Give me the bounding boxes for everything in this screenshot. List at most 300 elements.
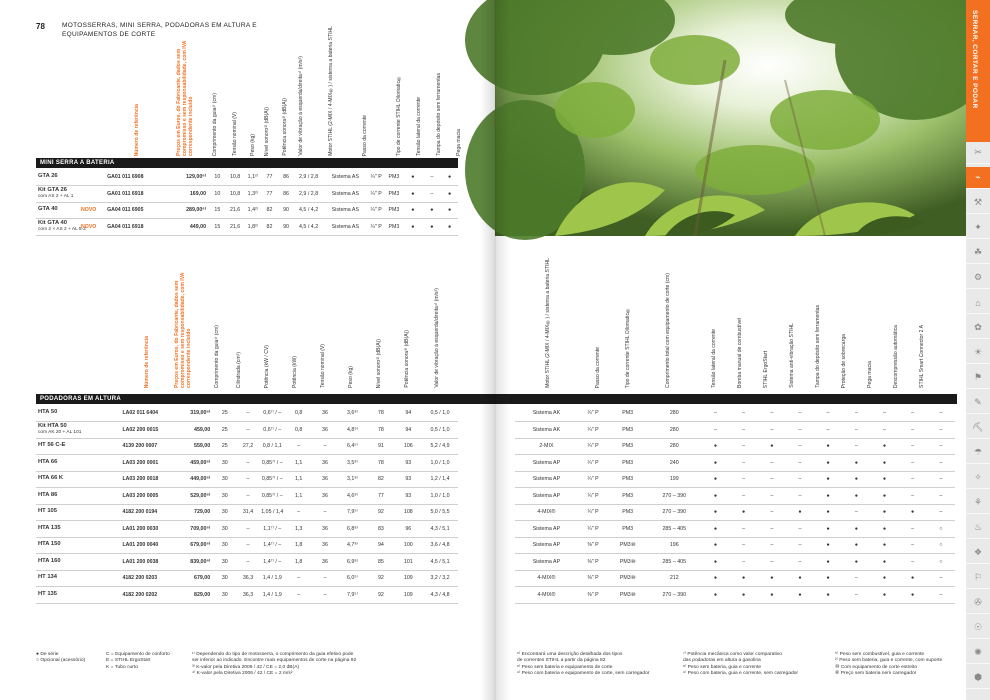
section-tab-icon[interactable]: ✂ [966, 142, 990, 164]
spec-cell: ● [814, 455, 842, 472]
section-tab-icon[interactable]: ☂ [966, 442, 990, 464]
section-tab-icon[interactable]: ⌁ [966, 167, 990, 189]
product-name [36, 570, 123, 587]
spec-cell: 30 [213, 570, 236, 587]
table-row [515, 438, 955, 455]
spec-cell: ● [701, 504, 729, 521]
spec-cell: 30 [213, 587, 236, 604]
table-row [515, 405, 955, 422]
spec-cell: 21,6 [226, 202, 245, 219]
column-header: Comprimento da guia¹⁾ (cm) [212, 92, 218, 156]
table-row [36, 202, 458, 219]
spec-cell: 6,9⁸⁾ [338, 554, 368, 571]
spec-cell: – [927, 504, 955, 521]
spec-cell: 1,4²⁾ [245, 202, 262, 219]
footnote-line: K = Tubo curto [106, 664, 138, 670]
product-name-text: GTA 26 [38, 173, 58, 180]
spec-cell: 1,3 [285, 521, 312, 538]
spec-cell: ● [403, 202, 422, 219]
spec-cell: – [285, 570, 312, 587]
spec-cell: 15 [209, 202, 226, 219]
spec-cell: 106 [395, 438, 422, 455]
spec-cell: 78 [367, 455, 394, 472]
product-name [36, 438, 123, 455]
spec-cell: 4,6⁸⁾ [338, 488, 368, 505]
spec-cell: 10 [209, 169, 226, 186]
spec-cell: 85 [367, 554, 394, 571]
product-name-text: HT 56 C-E [38, 442, 66, 449]
section-tab-icon[interactable]: ♨ [966, 517, 990, 539]
spec-cell: 199 [647, 471, 701, 488]
tab-label: SERRAR, CORTAR E PODAR [971, 10, 978, 109]
spec-cell: – [899, 471, 927, 488]
spec-cell: – [786, 488, 814, 505]
product-name-text: HTA 135 [38, 524, 61, 531]
reference-number: 4182 200 0202 [123, 587, 174, 604]
spec-cell: 86 [278, 169, 295, 186]
spec-cell: ● [786, 504, 814, 521]
spec-cell: ● [814, 488, 842, 505]
spec-cell: – [899, 422, 927, 439]
product-name [36, 169, 81, 186]
product-name-text: HTA 66 K [38, 475, 64, 482]
product-name [36, 554, 123, 571]
spec-cell: 92 [367, 570, 394, 587]
spec-cell: ● [814, 537, 842, 554]
product-name [36, 488, 123, 505]
spec-cell: 36 [312, 521, 337, 538]
footnote-line: ⁸⁾ Peso sem bateria e equipamento de corte [517, 664, 613, 670]
spec-cell: 100 [395, 537, 422, 554]
section-tab-icon[interactable]: ✎ [966, 392, 990, 414]
spec-cell: 77 [261, 169, 278, 186]
table-row [515, 537, 955, 554]
product-name [36, 471, 123, 488]
product-name-text: HT 135 [38, 590, 58, 597]
spec-cell: ● [870, 554, 898, 571]
table1-header [36, 18, 460, 156]
column-header: Sistema anti-vibração STIHL [789, 323, 795, 388]
spec-cell: ● [730, 587, 758, 604]
spec-cell: – [842, 504, 870, 521]
price: 129,00⁶⁾ [164, 169, 209, 186]
spec-cell: ● [870, 521, 898, 538]
reference-number: LA02 011 6404 [123, 405, 174, 422]
spec-cell: ● [758, 438, 786, 455]
spec-cell: – [927, 471, 955, 488]
spec-cell: 1,1²⁾ [245, 169, 262, 186]
price: 319,00⁶⁾ [173, 405, 213, 422]
spec-cell: 36 [312, 455, 337, 472]
spec-cell: 7,9⁵⁾ [338, 587, 368, 604]
spec-cell: 1,05 / 1,4 [260, 504, 285, 521]
spec-cell: ● [441, 219, 458, 236]
product-name [36, 587, 123, 604]
spec-cell: – [786, 455, 814, 472]
spec-cell: ¼" P [578, 422, 608, 439]
footnote-line: de correntes STIHL a partir da página 82 [517, 658, 606, 664]
product-name-text: HTA 50 [38, 409, 58, 416]
spec-cell: 21,6 [226, 219, 245, 236]
price: 449,00⁶⁾ [173, 471, 213, 488]
spec-cell: 93 [395, 455, 422, 472]
spec-cell: 0,8 [285, 405, 312, 422]
spec-cell: PM3 [384, 169, 403, 186]
new-badge [81, 169, 107, 186]
table-row [36, 488, 458, 505]
spec-cell: ● [701, 438, 729, 455]
spec-cell: 82 [261, 219, 278, 236]
spec-cell: 0,85⁷⁾ / – [260, 471, 285, 488]
section-tab-icon[interactable]: ⌂ [966, 292, 990, 314]
spec-cell: – [285, 504, 312, 521]
tab-serrar-cortar-podar[interactable] [966, 0, 990, 142]
spec-cell: ● [842, 455, 870, 472]
price: 829,00 [173, 587, 213, 604]
spec-cell: ¼" P [578, 438, 608, 455]
spec-cell: – [842, 587, 870, 604]
spec-cell: 270 – 390 [647, 504, 701, 521]
column-header: Bomba manual de combustível [737, 318, 743, 388]
spec-cell: – [730, 521, 758, 538]
column-header: Proteção de sobrecarga [841, 333, 847, 388]
spec-cell: ● [870, 455, 898, 472]
footnote-block [517, 652, 649, 678]
reference-number: LA01 200 0030 [123, 521, 174, 538]
spec-cell: ● [701, 587, 729, 604]
table-row [36, 405, 458, 422]
spec-cell: – [236, 471, 259, 488]
column-header: Passo da corrente [362, 114, 368, 156]
spec-cell: 86 [278, 186, 295, 203]
spec-cell: 1,0 / 1,0 [422, 455, 458, 472]
spec-cell: 1,8²⁾ [245, 219, 262, 236]
spec-cell: 5,0 / 5,5 [422, 504, 458, 521]
spec-cell: Sistema AS [323, 169, 368, 186]
spec-cell: – [786, 422, 814, 439]
spec-cell: 6,8⁸⁾ [338, 521, 368, 538]
product-name-text: Kit GTA 26 [38, 186, 67, 193]
spec-cell: ● [441, 169, 458, 186]
spec-cell: 93 [395, 488, 422, 505]
price: 709,00⁶⁾ [173, 521, 213, 538]
spec-cell: 25 [213, 438, 236, 455]
product-name-text: HTA 86 [38, 491, 58, 498]
footnotes-left [36, 652, 476, 692]
column-header: Cilindrada (cm³) [236, 351, 242, 388]
spec-cell: ● [441, 202, 458, 219]
product-kit-contents: com AS 2 + AL 1 [38, 193, 74, 199]
spec-cell: 1,1 [285, 455, 312, 472]
spec-cell: ● [814, 570, 842, 587]
spec-cell: 0,6⁷⁾ / – [260, 422, 285, 439]
spec-cell: 94 [367, 537, 394, 554]
section-tab-icon[interactable]: ❖ [966, 542, 990, 564]
spec-cell: 30 [213, 455, 236, 472]
spec-cell: 6,0⁵⁾ [338, 570, 368, 587]
footnote-line: ● De série [36, 652, 59, 657]
spec-cell: Sistema AP [515, 554, 578, 571]
spec-cell: – [236, 455, 259, 472]
spec-cell: – [786, 521, 814, 538]
spec-cell: – [786, 438, 814, 455]
spec-cell: – [730, 554, 758, 571]
spec-cell: ● [814, 554, 842, 571]
column-header: Tampa do depósito sem ferramentas [815, 305, 821, 388]
column-header: Valor de vibração à esquerda/direita⁴⁾ (m/s²) [434, 288, 440, 388]
spec-cell: ● [870, 438, 898, 455]
spec-cell: ● [870, 587, 898, 604]
footnote-line: ○ Opcional (acessório) [36, 658, 86, 664]
spec-cell: – [730, 405, 758, 422]
spec-cell: – [899, 455, 927, 472]
section-tab-icon[interactable]: ⬢ [966, 667, 990, 689]
spec-cell: – [758, 521, 786, 538]
section-tab-icon[interactable]: ⚙ [966, 267, 990, 289]
spec-cell: – [730, 537, 758, 554]
price: 679,00 [173, 570, 213, 587]
column-header: Tensão nominal (V) [232, 112, 238, 156]
spec-cell: – [842, 422, 870, 439]
spec-cell: Sistema AS [323, 219, 368, 236]
section-tab-icon[interactable]: ☉ [966, 617, 990, 639]
spec-cell: – [730, 438, 758, 455]
price: 729,00 [173, 504, 213, 521]
spec-cell: 36 [312, 405, 337, 422]
spec-cell: ¼" P [368, 169, 385, 186]
spec-cell: – [899, 405, 927, 422]
spec-cell: ⅜" P [578, 587, 608, 604]
spec-cell: 92 [367, 587, 394, 604]
footnote-line: ⁹⁾ Peso com bateria e equipamento de corte, sem carregador [517, 671, 650, 677]
column-header: Potência (kW / CV) [264, 344, 270, 388]
spec-cell: 1,8 [285, 554, 312, 571]
spec-cell: 92 [367, 504, 394, 521]
reference-number: GA04 011 6918 [107, 219, 164, 236]
price: 459,00⁶⁾ [173, 455, 213, 472]
spec-cell: PM3 [608, 521, 647, 538]
spec-cell: 25 [213, 422, 236, 439]
table-row [515, 587, 955, 604]
reference-number: LA03 200 0001 [123, 455, 174, 472]
spec-cell: ¼" P [578, 488, 608, 505]
column-header: Nível sonoro³⁾ (dB(A)) [376, 338, 382, 388]
column-header: Pega macia [456, 129, 462, 156]
section-tab-icon[interactable]: ✇ [966, 592, 990, 614]
spec-cell: 4-MIX® [515, 570, 578, 587]
section-tab-bar [966, 0, 990, 700]
spec-cell: 4,5 / 4,2 [294, 219, 322, 236]
spec-cell: 5,2 / 4,9 [422, 438, 458, 455]
spec-cell: 4,3 / 5,1 [422, 521, 458, 538]
spec-cell: 270 – 390 [647, 488, 701, 505]
spec-cell: 90 [278, 202, 295, 219]
spec-cell: Sistema AP [515, 455, 578, 472]
table-row [515, 488, 955, 505]
table1-section-bar: MINI SERRA A BATERIA [36, 158, 458, 168]
spec-cell: ● [730, 570, 758, 587]
reference-number: 4182 200 0194 [123, 504, 174, 521]
spec-cell: PM3⑩ [608, 587, 647, 604]
price: 679,00⁶⁾ [173, 537, 213, 554]
reference-number: LA03 200 0005 [123, 488, 174, 505]
column-header: Comprimento total com equipamento de corte (cm) [665, 273, 671, 388]
spec-cell: ¼" P [368, 219, 385, 236]
table-row [515, 521, 955, 538]
column-header: Potência sonora³⁾ (dB(A)) [282, 98, 288, 156]
reference-number: LA03 200 0018 [123, 471, 174, 488]
spec-cell: – [786, 554, 814, 571]
spec-cell: ○ [927, 554, 955, 571]
spec-cell: – [927, 488, 955, 505]
section-tab-icon[interactable]: ☘ [966, 242, 990, 264]
spec-cell: – [236, 488, 259, 505]
spec-cell: 3,2 / 3,2 [422, 570, 458, 587]
spec-cell: – [236, 521, 259, 538]
spec-cell: – [312, 587, 337, 604]
table-row [515, 554, 955, 571]
spec-cell: 25 [213, 405, 236, 422]
spec-cell: 2,9 / 2,8 [294, 169, 322, 186]
table2-section-bar-right [495, 394, 957, 404]
spec-cell: 30 [213, 521, 236, 538]
tree-canopy-photo [495, 0, 967, 236]
section-tab-icon[interactable]: ⚐ [966, 567, 990, 589]
spec-cell: ● [701, 554, 729, 571]
column-header: Pega macia [867, 361, 873, 388]
section-tab-icon[interactable]: ✧ [966, 467, 990, 489]
spec-cell: 4-MIX® [515, 587, 578, 604]
section-tab-icon[interactable]: ✦ [966, 217, 990, 239]
new-badge: NOVO [81, 202, 107, 219]
product-name-text: HTA 150 [38, 541, 61, 548]
spec-cell: ¼" P [578, 455, 608, 472]
column-header: Peso (kg) [348, 366, 354, 388]
spec-cell: 10,8 [226, 186, 245, 203]
spec-cell: – [236, 537, 259, 554]
price: 839,00⁶⁾ [173, 554, 213, 571]
column-header: Motor STIHL (2-MIX / 4-MIX®) / sistema a bateria STIHL [328, 26, 334, 156]
section-tab-icon[interactable]: ⚑ [966, 367, 990, 389]
column-header: Número de referência [144, 335, 150, 388]
spec-cell: 78 [367, 422, 394, 439]
new-badge: NOVO [81, 219, 107, 236]
spec-cell: ● [701, 488, 729, 505]
reference-number: LA01 200 0038 [123, 554, 174, 571]
column-header: Tipo de corrente STIHL Oilomatic® [625, 306, 631, 388]
spec-cell: 280 [647, 422, 701, 439]
spec-cell: PM3 [608, 504, 647, 521]
spec-cell: – [842, 570, 870, 587]
table-row [36, 471, 458, 488]
spec-cell: ● [758, 570, 786, 587]
price: 559,00 [173, 438, 213, 455]
column-header: Descompressão automática [893, 324, 899, 388]
footnotes-right [517, 652, 957, 692]
product-name-text: HTA 66 [38, 458, 58, 465]
spec-cell: ● [422, 219, 441, 236]
spec-cell: 94 [395, 405, 422, 422]
column-header: Comprimento da guia¹⁾ (cm) [214, 324, 220, 388]
section-tab-icon[interactable]: ✺ [966, 642, 990, 664]
product-name-text: Kit GTA 40 [38, 219, 67, 226]
section-tab-icon[interactable]: ✿ [966, 317, 990, 339]
product-name-text: HT 105 [38, 508, 58, 515]
spec-cell: PM3⑩ [608, 537, 647, 554]
spec-cell: Sistema AP [515, 537, 578, 554]
footnote-line: das podadoras em altura a gasolina [683, 658, 761, 664]
footnote-block [36, 652, 85, 665]
spec-cell: – [758, 537, 786, 554]
spec-cell: – [701, 422, 729, 439]
spec-cell: 280 [647, 438, 701, 455]
spec-cell: ● [422, 202, 441, 219]
table2-header-right [515, 258, 955, 388]
spec-cell: 1,0 / 1,0 [422, 488, 458, 505]
table-row [515, 570, 955, 587]
column-header: Valor de vibração à esquerda/direita⁴⁾ (m/s²) [298, 56, 304, 156]
spec-cell: 1,2 / 1,4 [422, 471, 458, 488]
section-tab-icon[interactable]: ☀ [966, 342, 990, 364]
reference-number: GA01 011 6908 [107, 169, 164, 186]
footnote-line: C = Equipamento de conforto [106, 652, 170, 657]
spec-cell: 4-MIX® [515, 504, 578, 521]
footnote-line: ⁸⁾ Peso sem bateria, guia e corrente [683, 664, 762, 670]
price: 169,00 [164, 186, 209, 203]
spec-cell: ○ [927, 537, 955, 554]
spec-cell: PM3 [608, 488, 647, 505]
footnote-line: ⑥ Preço sem bateria nem carregador [835, 671, 917, 677]
spec-cell: ● [441, 186, 458, 203]
page-number: 78 [36, 22, 45, 31]
section-tab-icon[interactable]: ⛏ [966, 417, 990, 439]
column-header: STIHL Smart Connector 2 A [919, 325, 925, 388]
spec-cell: ● [899, 587, 927, 604]
spec-cell: 96 [395, 521, 422, 538]
table2-section-bar: PODADORAS EM ALTURA [36, 394, 495, 404]
spec-cell: 3,1⁸⁾ [338, 471, 368, 488]
table-row [515, 455, 955, 472]
spec-cell: 3,5⁸⁾ [338, 455, 368, 472]
right-page [495, 0, 990, 700]
product-name [36, 219, 86, 236]
spec-cell: PM3 [384, 186, 403, 203]
spec-cell: ● [870, 504, 898, 521]
spec-cell: 280 [647, 405, 701, 422]
reference-number: 4139 200 0007 [123, 438, 174, 455]
spec-cell: – [927, 422, 955, 439]
spec-cell: 1,4 / 1,9 [260, 587, 285, 604]
spec-cell: – [236, 405, 259, 422]
spec-cell: ● [403, 219, 422, 236]
column-header: Preços em Euros, do Fabricante, dados sem compromisso e sem responsabilidade, com IVA correspondente incluído [174, 272, 192, 388]
spec-cell: – [758, 471, 786, 488]
spec-cell: – [285, 438, 312, 455]
spec-cell: – [730, 422, 758, 439]
spec-cell: – [927, 570, 955, 587]
spec-cell: – [814, 422, 842, 439]
column-header: Tensão lateral da corrente [711, 329, 717, 388]
reference-number: GA04 011 6905 [107, 202, 164, 219]
table2-right [515, 405, 955, 604]
section-tab-icon[interactable]: ⚒ [966, 192, 990, 214]
spec-cell: PM3⑩ [608, 570, 647, 587]
spec-cell: – [786, 537, 814, 554]
product-name [36, 186, 81, 203]
spec-cell: – [236, 422, 259, 439]
spec-cell: 30 [213, 554, 236, 571]
section-tab-icon[interactable]: ⚘ [966, 492, 990, 514]
